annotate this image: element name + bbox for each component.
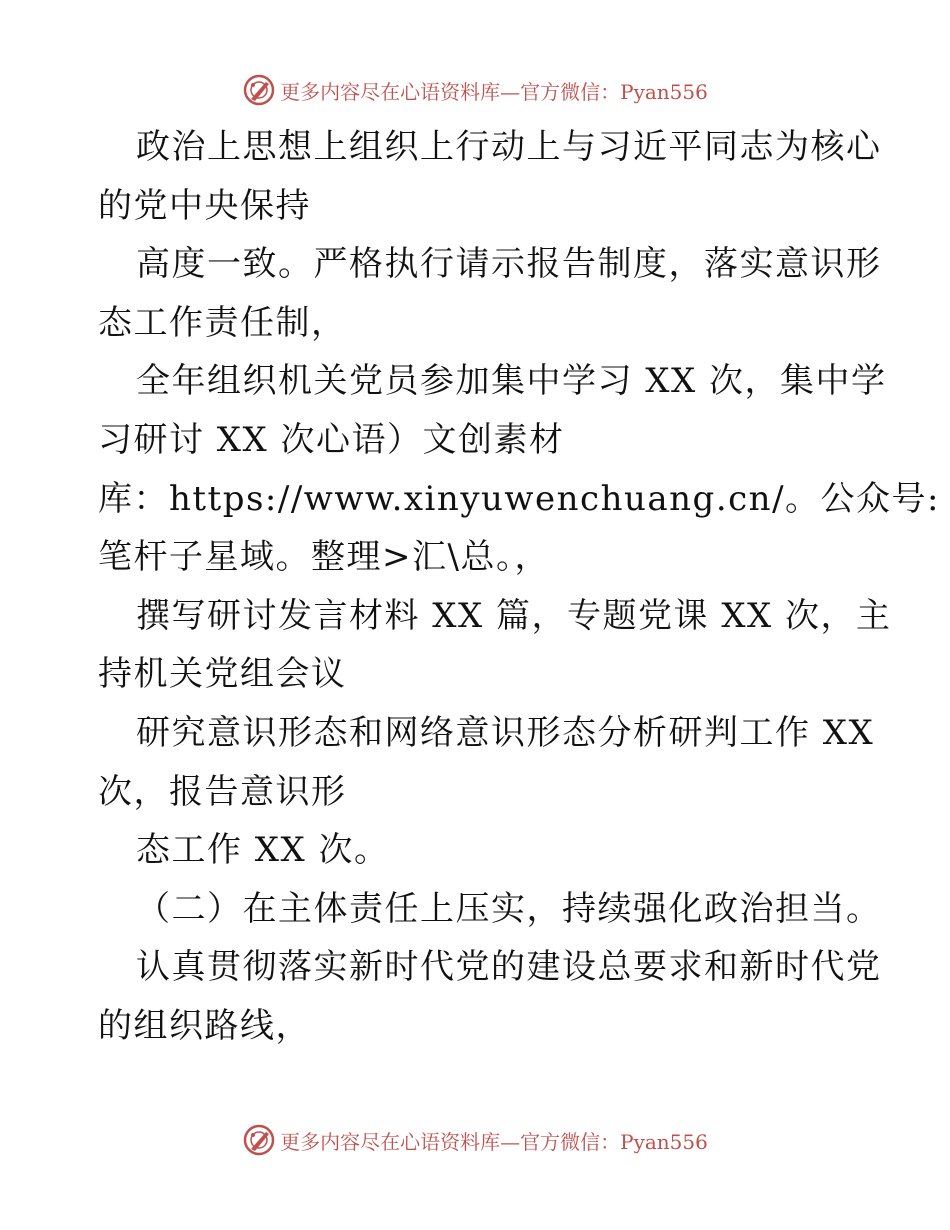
seal-logo-icon <box>242 1123 276 1157</box>
body-line: 的组织路线， <box>98 1005 311 1046</box>
seal-logo-icon <box>242 73 276 107</box>
document-body <box>98 118 940 1056</box>
body-line: 次，报告意识形 <box>98 771 347 812</box>
body-line: 撰写研讨发言材料 XX 篇，专题党课 XX 次，主 <box>136 595 892 636</box>
body-line: 政治上思想上组织上行动上与习近平同志为核心 <box>136 127 882 167</box>
header-banner <box>0 70 950 110</box>
banner-text: 更多内容尽在心语资料库—官方微信：Pyan556 <box>280 79 708 104</box>
body-line: 全年组织机关党员参加集中学习 XX 次，集中学 <box>136 361 887 402</box>
body-line: 态工作责任制， <box>98 302 347 343</box>
body-line: 认真贯彻落实新时代党的建设总要求和新时代党 <box>136 947 882 988</box>
body-line: 高度一致。严格执行请示报告制度，落实意识形 <box>136 244 882 285</box>
body-line: 态工作 XX 次。 <box>136 830 390 871</box>
banner-text: 更多内容尽在心语资料库—官方微信：Pyan556 <box>280 1129 708 1154</box>
body-line: 习研讨 XX 次心语）文创素材 <box>98 419 565 460</box>
body-line: 研究意识形态和网络意识形态分析研判工作 XX <box>136 712 875 753</box>
body-line: 的党中央保持 <box>98 185 311 226</box>
body-line: 笔杆子星域。整理>汇\总。， <box>98 537 550 578</box>
body-line-link: 库：https://www.xinyuwenchuang.cn/。公众号: <box>98 478 940 519</box>
body-line: 持机关党组会议 <box>98 654 347 695</box>
section-heading: （二）在主体责任上压实，持续强化政治担当。 <box>136 888 882 929</box>
footer-banner <box>0 1120 950 1160</box>
